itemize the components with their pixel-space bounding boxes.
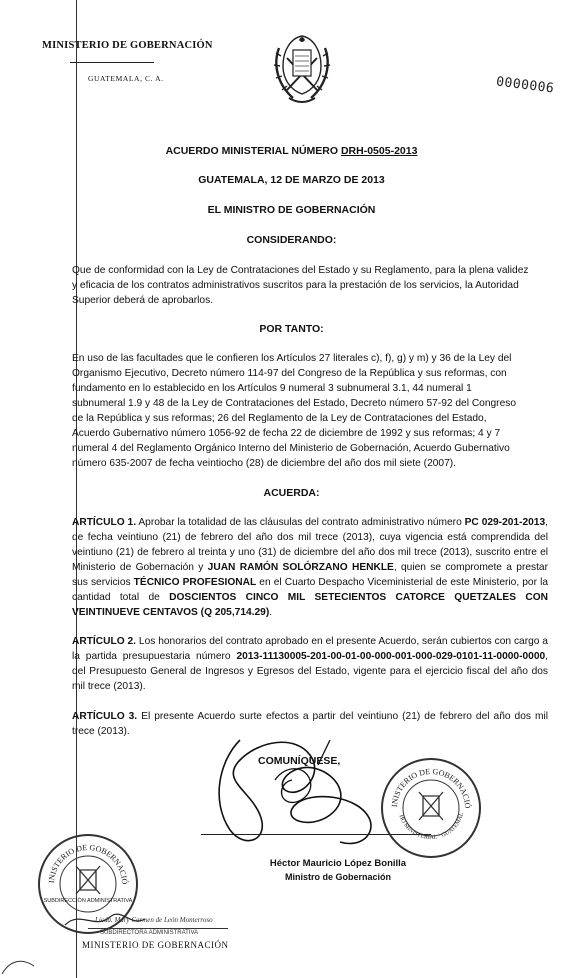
por-tanto-line: subnumeral 1.9 y 48 de la Ley de Contrataciones del Estado, Decreto número 57-92 del Congreso [72, 398, 516, 409]
article-1-text: Aprobar la totalidad de las cláusulas del contrato administrativo número [136, 517, 465, 528]
stamp-left-top-text: INISTERIO DE GOBERNACIÓ [46, 842, 130, 885]
por-tanto-line: número 635-2007 de fecha veintiocho (28) de diciembre del año dos mil siete (2007). [72, 458, 456, 469]
stamp-right-top-text: INISTERIO DE GOBERNACIÓ [389, 766, 473, 809]
article-1-text: en el Cuarto Despacho Viceministerial de este Ministerio, por la cantidad total de [72, 577, 548, 603]
por-tanto-line: En uso de las facultades que le confieren los Artículos 27 literales c), f), g) y m) y 36 de la Ley del [72, 353, 512, 364]
por-tanto-heading: POR TANTO: [259, 323, 324, 335]
article-2 [72, 634, 548, 694]
corner-mark [0, 952, 40, 978]
considerando-line: Que de conformidad con la Ley de Contrataciones del Estado y su Reglamento, para la plena validez [72, 265, 529, 276]
considerando-paragraph [72, 263, 548, 308]
acuerdo-title-prefix: ACUERDO MINISTERIAL NÚMERO [165, 145, 341, 157]
article-1-text: , quien se compromete a prestar sus servicios [72, 562, 548, 588]
article-2-label: ARTÍCULO 2. [72, 636, 137, 647]
folio-number: 0000006 [495, 74, 555, 97]
contractor-role: TÉCNICO PROFESIONAL [133, 577, 257, 588]
signer-title: Ministro de Gobernación [284, 872, 391, 882]
por-tanto-line: Acuerdo Gubernativo número 1056-92 de fecha 22 de diciembre de 1992 y sus reformas; 4 y 7 [72, 428, 501, 439]
article-2-text: , del Presupuesto General de Ingresos y Egresos del Estado, vigente para el ejercicio fiscal del año dos mil trece (2013). [72, 651, 548, 692]
por-tanto-line: numeral 4 del Reglamento Orgánico Interno del Ministerio de Gobernación, Acuerdo Gubernativo [72, 443, 510, 454]
article-1 [72, 515, 548, 620]
signer-name: Héctor Mauricio López Bonilla [269, 858, 407, 869]
article-1-text: , de fecha veintiuno (21) de febrero del año dos mil trece (2013), cuya vigencia está comprendida del veintiuno (21) de febrero al treinta y uno (31) de diciembre del año dos mil trece (2013), suscrito entre el Ministerio de Gobernación y [72, 517, 548, 573]
contractor-name: JUAN RAMÓN SOLÓRZANO HENKLE [207, 562, 394, 573]
comuniquese: COMUNÍQUESE, [258, 755, 341, 767]
por-tanto-paragraph [72, 351, 548, 471]
article-1-label: ARTÍCULO 1. [72, 517, 137, 528]
article-2-text: Los honorarios del contrato aprobado en el presente Acuerdo, serán cubiertos con cargo a la partida presupuestaria número [72, 636, 548, 662]
por-tanto-line: fundamento en lo establecido en los Artículos 9 numeral 3 subnumeral 3.1, 44 numeral 1 [72, 383, 472, 394]
article-3-label: ARTÍCULO 3. [72, 711, 138, 722]
stamp-right-bottom-text: HO MINISTERIAL · GUATEMAL [397, 811, 466, 841]
stamp-left-inner-text: SUBDIRECCIÓN ADMINISTRATIVA [43, 898, 133, 904]
acuerda-heading: ACUERDA: [263, 487, 320, 499]
por-tanto-line: Organismo Ejecutivo, Decreto número 114-97 del Congreso de la República y sus reformas, con [72, 368, 507, 379]
article-3-text: El presente Acuerdo surte efectos a partir del veintiuno (21) de febrero del año dos mil trece (2013). [72, 711, 549, 737]
budget-line: 2013-11130005-201-00-01-00-000-001-000-029-0101-11-0000-0000 [236, 651, 546, 662]
acuerdo-number: DRH-0505-2013 [340, 145, 418, 157]
letterhead-location: GUATEMALA, C. A. [88, 74, 164, 83]
acuerdo-title [0, 145, 583, 157]
acuerdo-date: GUATEMALA, 12 DE MARZO DE 2013 [198, 174, 385, 186]
svg-text:MINISTERIO DE GOBERNACIÓN [40, 836, 130, 885]
por-tanto-line: de la República y sus reformas; 26 del Reglamento de la Ley de Contrataciones del Estado, [72, 413, 487, 424]
stamp-seal-icon [383, 760, 479, 856]
letterhead-rule [70, 62, 154, 63]
ministry-stamp-right [381, 758, 481, 858]
countersign-line [88, 928, 228, 929]
considerando-line: Superior deberá de aprobarlos. [72, 295, 214, 306]
contract-amount: DOSCIENTOS CINCO MIL SETECIENTOS CATORCE QUETZALES CON VEINTINUEVE CENTAVOS (Q 205,714.29) [72, 592, 548, 618]
coat-of-arms-icon [269, 28, 335, 106]
article-1-text: . [269, 607, 273, 618]
countersign-ministry: MINISTERIO DE GOBERNACIÓN [82, 940, 229, 950]
contract-number: PC 029-201-2013 [464, 517, 546, 528]
countersign-handwritten: Licda. Mary Carmen de León Monterroso [95, 916, 213, 924]
considerando-heading: CONSIDERANDO: [246, 234, 337, 246]
countersign-office: SUBDIRECTORA ADMINISTRATIVA [100, 930, 199, 936]
considerando-line: y eficacia de los contratos administrativos suscritos para la prestación de los servicios, la Autoridad [72, 280, 519, 291]
authority-heading: EL MINISTRO DE GOBERNACIÓN [207, 204, 376, 216]
letterhead-ministry: MINISTERIO DE GOBERNACIÓN [42, 40, 213, 51]
